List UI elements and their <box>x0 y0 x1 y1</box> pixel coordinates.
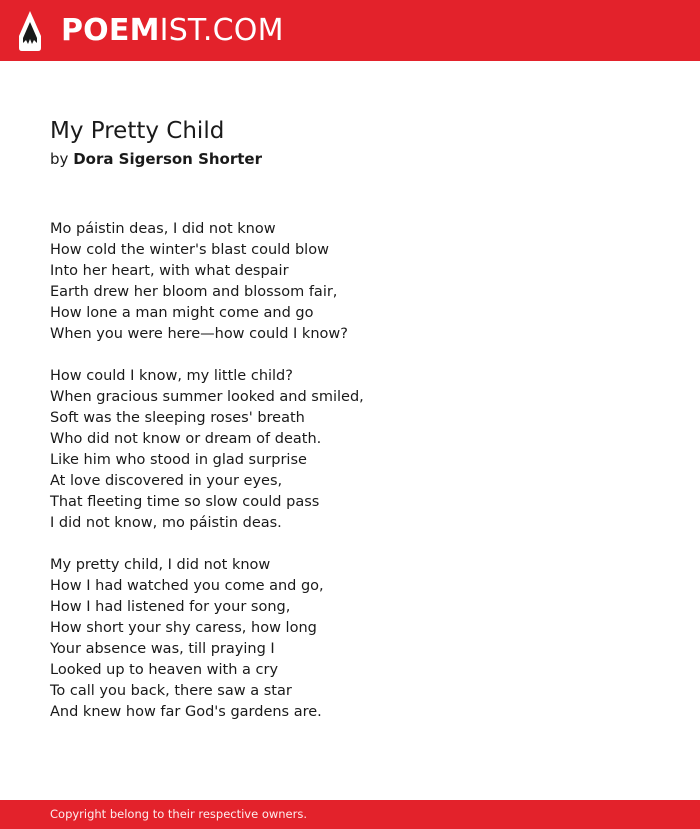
copyright-text: Copyright belong to their respective owners. <box>50 807 308 821</box>
poem-line: Who did not know or dream of death. <box>50 431 322 447</box>
pen-nib-icon <box>17 10 43 53</box>
logo-light-text: IST.COM <box>159 13 284 48</box>
by-label: by <box>50 150 69 168</box>
author-link[interactable]: Dora Sigerson Shorter <box>73 150 262 168</box>
site-footer <box>0 800 700 829</box>
poem-line: Like him who stood in glad surprise <box>50 452 307 468</box>
site-header <box>0 0 700 61</box>
stanza <box>50 219 650 345</box>
poem-line: How cold the winter's blast could blow <box>50 242 329 258</box>
poem-line: To call you back, there saw a star <box>50 683 292 699</box>
stanza <box>50 366 650 534</box>
poem-line: When you were here—how could I know? <box>50 326 348 342</box>
poem-line: At love discovered in your eyes, <box>50 473 283 489</box>
poem-line: And knew how far God's gardens are. <box>50 704 322 720</box>
poem-line: Looked up to heaven with a cry <box>50 662 279 678</box>
stanza <box>50 555 650 723</box>
poem-line: When gracious summer looked and smiled, <box>50 389 364 405</box>
poem-line: How lone a man might come and go <box>50 305 314 321</box>
poem-line: Mo páistin deas, I did not know <box>50 221 276 237</box>
poem-line: I did not know, mo páistin deas. <box>50 515 282 531</box>
poem-byline <box>50 148 650 170</box>
poem-line: How could I know, my little child? <box>50 368 293 384</box>
poem-line: How I had listened for your song, <box>50 599 291 615</box>
site-logo-link[interactable] <box>17 8 284 54</box>
poem-line: How I had watched you come and go, <box>50 578 324 594</box>
poem-line: My pretty child, I did not know <box>50 557 271 573</box>
poem-line: Your absence was, till praying I <box>50 641 275 657</box>
poem-title: My Pretty Child <box>50 118 225 144</box>
logo-bold-text: POEM <box>61 13 160 48</box>
site-logo-text <box>61 13 284 48</box>
poem-line: That fleeting time so slow could pass <box>50 494 320 510</box>
poem-line: Earth drew her bloom and blossom fair, <box>50 284 338 300</box>
poem-line: How short your shy caress, how long <box>50 620 317 636</box>
poem-line: Soft was the sleeping roses' breath <box>50 410 305 426</box>
poem-body <box>50 219 650 723</box>
poem-line: Into her heart, with what despair <box>50 263 289 279</box>
poem-content <box>50 116 650 744</box>
